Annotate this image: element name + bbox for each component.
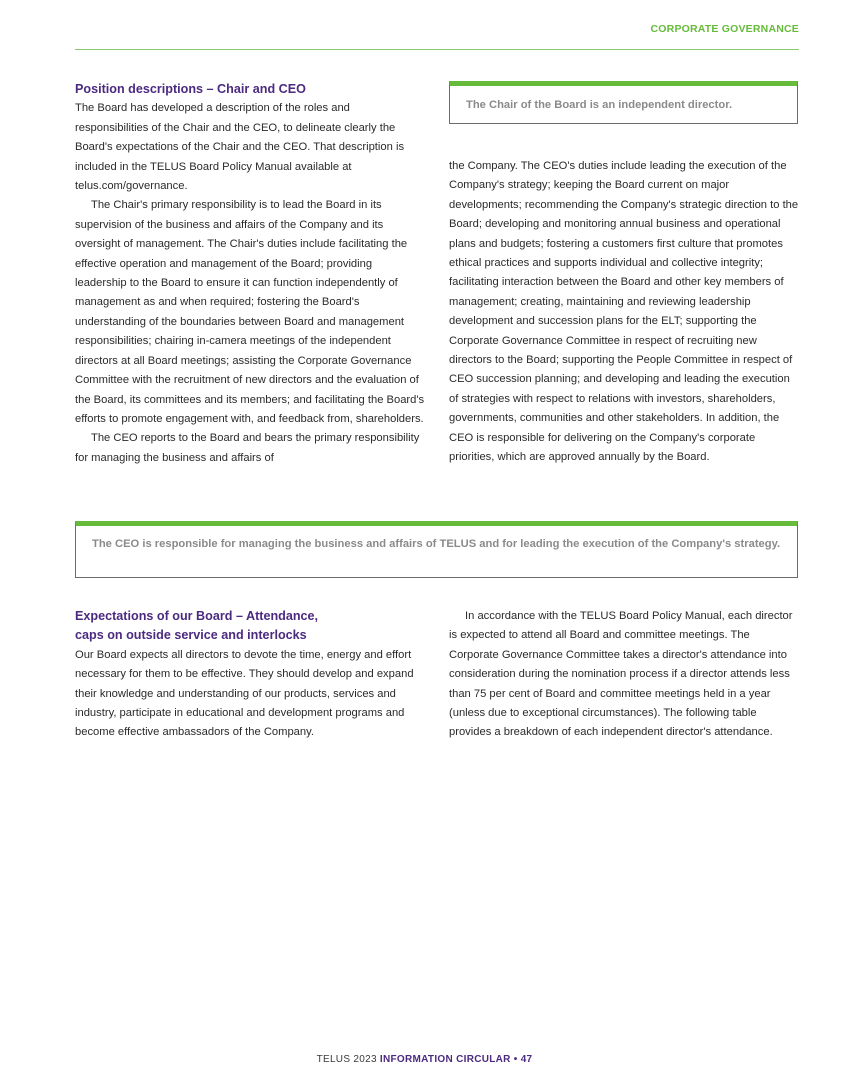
section1-heading: Position descriptions – Chair and CEO	[75, 82, 306, 96]
header-divider	[75, 49, 799, 50]
section1-paragraph-3: The CEO reports to the Board and bears the primary responsibility for managing the business and affairs of	[75, 432, 420, 464]
section1-right-paragraph: the Company. The CEO's duties include leading the execution of the Company's strategy; keeping the Board current on major developments; recommending the Company's strategic direction to the Board; developing and monitoring annual business and operational plans and budgets; fostering a customers first culture that promotes ethical practices and supports individual and collective integrity; facilitating interaction between the Board and other key members of management; creating, maintaining and reviewing leadership development and succession plans for the ELT; supporting the Corporate Governance Committee in respect of recruiting new directors to the Board; supporting the People Committee in respect of CEO succession planning; and developing and leading the execution of strategies with respect to relations with investors, shareholders, governments, communities and other stakeholders. In addition, the CEO is responsible for delivering on the Company's corporate priorities, which are approved annually by the Board.	[449, 160, 799, 464]
section2-right-paragraph: In accordance with the TELUS Board Policy Manual, each director is expected to attend all Board and committee meetings. The Corporate Governance Committee takes a director's attendance into consideration during the nomination process if a director attends less than 75 per cent of Board and committee meetings held in a year (unless due to exceptional circumstances). The following table provides a breakdown of each independent director's attendance.	[449, 610, 793, 739]
section2-left-column	[75, 607, 427, 743]
footer-prefix: TELUS 2023	[316, 1054, 380, 1065]
chair-callout-text: The Chair of the Board is an independent director.	[466, 99, 733, 111]
footer-separator: •	[510, 1054, 521, 1065]
governance-link[interactable]: telus.com/governance	[75, 180, 185, 193]
section-label: CORPORATE GOVERNANCE	[650, 23, 799, 35]
page-footer	[0, 1054, 849, 1065]
ceo-callout	[75, 521, 798, 578]
section2-right-column	[449, 607, 801, 743]
section1-p1-text: The Board has developed a description of the roles and responsibilities of the Chair and the CEO, to delineate clearly the Board's expectations of the Chair and the CEO. That description is included in the TELUS Board Policy Manual available at	[75, 102, 405, 173]
section2-heading-line2: caps on outside service and interlocks	[75, 628, 307, 643]
section1-paragraph-1	[75, 99, 425, 196]
section1-paragraph-2: The Chair's primary responsibility is to lead the Board in its supervision of the business and affairs of the Company and its oversight of management. The Chair's duties include facilitating the effective operation and management of the Board; providing leadership to the Board to ensure it can function independently of management as and when required; fostering the Board's understanding of the boundaries between Board and management responsibilities; chairing in-camera meetings of the independent directors at all Board meetings; assisting the Corporate Governance Committee with the recruitment of new directors and the evaluation of the Board, its committees and its members; and facilitating the Board's efforts to promote engagement with, and feedback from, shareholders.	[75, 199, 425, 425]
section1-p1-end: .	[184, 180, 188, 193]
footer-title: INFORMATION CIRCULAR	[379, 1054, 511, 1065]
section1-left-column	[75, 80, 425, 468]
ceo-callout-text: The CEO is responsible for managing the business and affairs of TELUS and for leading the execution of the Company's strategy.	[92, 538, 781, 550]
page-number: 47	[520, 1054, 533, 1065]
chair-callout	[449, 81, 798, 124]
section1-right-column	[449, 157, 801, 468]
section2-left-paragraph: Our Board expects all directors to devote the time, energy and effort necessary for them to be effective. They should develop and expand their knowledge and understanding of our products, services and industry, participate in educational and development programs and become effective ambassadors of the Company.	[75, 648, 414, 739]
section2-heading-line1: Expectations of our Board – Attendance,	[75, 609, 319, 623]
